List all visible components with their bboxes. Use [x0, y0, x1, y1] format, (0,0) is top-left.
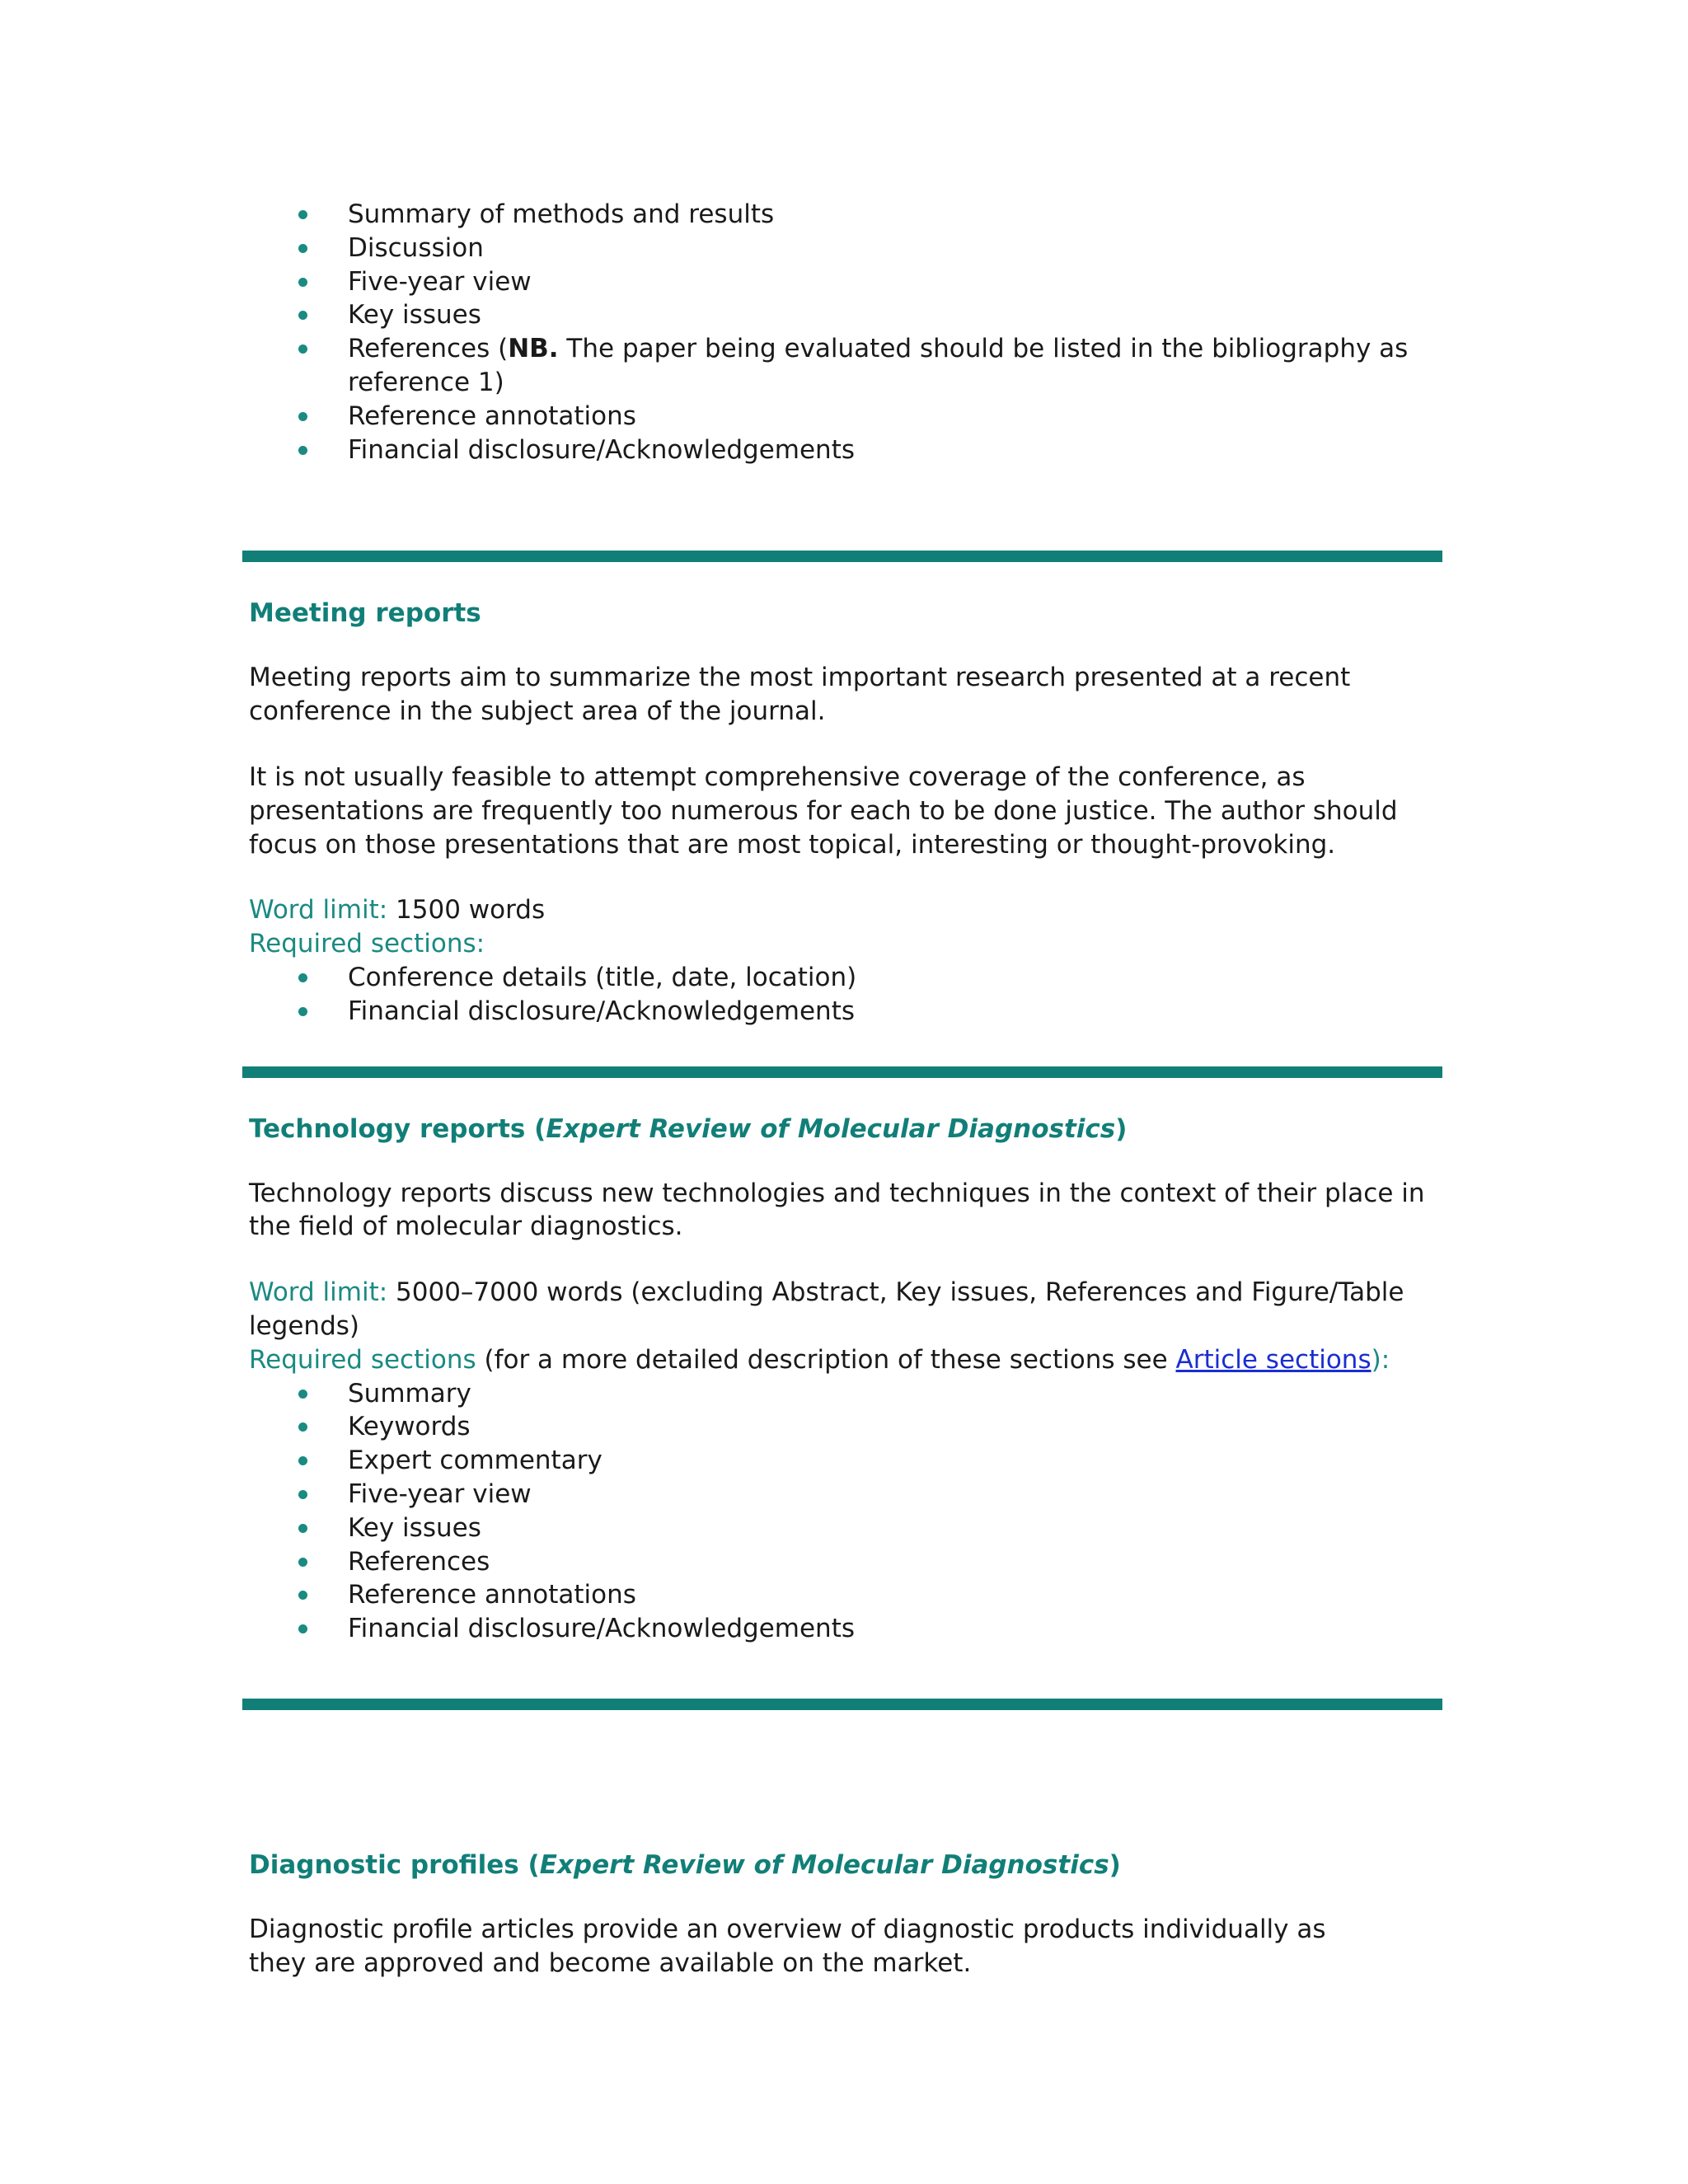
bullet-icon — [298, 1490, 307, 1499]
section-divider — [242, 1699, 1442, 1710]
word-limit-label: Word limit: — [249, 1277, 388, 1308]
list-item: Financial disclosure/Acknowledgements — [348, 995, 1442, 1029]
list-item-references: References (NB. The paper being evaluated should be listed in the bibliography as reference 1) — [348, 332, 1442, 400]
section-divider — [242, 551, 1442, 562]
bullet-icon — [298, 244, 307, 253]
meeting-reports-paragraph-2: It is not usually feasible to attempt comprehensive coverage of the conference, as presentations are frequently too numerous for each to be done justice. The author should focus on those presentations that are most topical, interesting or thought-provoking. — [249, 762, 1398, 860]
bullet-icon — [298, 1524, 307, 1533]
list-item: Summary — [348, 1377, 1442, 1411]
bullet-icon — [298, 1007, 307, 1016]
bullet-icon — [298, 446, 307, 455]
list-item: Summary of methods and results — [348, 198, 1442, 232]
bullet-icon — [298, 344, 307, 354]
section-divider — [242, 1066, 1442, 1078]
bullet-icon — [298, 210, 307, 219]
bullet-icon — [298, 278, 307, 287]
nb-label: NB. — [508, 334, 559, 364]
intro-section-list — [249, 198, 1442, 466]
bullet-icon — [298, 1422, 307, 1432]
list-item: Five-year view — [348, 265, 1442, 299]
bullet-icon — [298, 973, 307, 982]
meeting-reports-word-limit: Word limit: 1500 words — [249, 895, 546, 926]
document-page — [249, 198, 1442, 1980]
list-item: Conference details (title, date, location) — [348, 961, 1442, 995]
meeting-reports-required-label: Required sections: — [249, 929, 485, 959]
section-heading-technology-reports: Technology reports (Expert Review of Molecular Diagnostics) — [249, 1113, 1128, 1144]
bullet-icon — [298, 311, 307, 320]
bullet-icon — [298, 1624, 307, 1633]
list-item: Discussion — [348, 232, 1442, 265]
bullet-icon — [298, 1390, 307, 1399]
list-item: Financial disclosure/Acknowledgements — [348, 434, 1442, 467]
section-heading-meeting-reports: Meeting reports — [249, 598, 481, 629]
word-limit-label: Word limit: — [249, 895, 388, 926]
bullet-icon — [298, 412, 307, 421]
list-item: Key issues — [348, 298, 1442, 332]
technology-reports-word-limit: Word limit: 5000–7000 words (excluding Abstract, Key issues, References and Figure/Table legends) — [249, 1277, 1404, 1341]
bullet-icon — [298, 1558, 307, 1567]
list-item: Keywords — [348, 1410, 1442, 1444]
list-item: Reference annotations — [348, 400, 1442, 434]
list-item: References — [348, 1545, 1442, 1579]
list-item: Reference annotations — [348, 1578, 1442, 1612]
section-heading-diagnostic-profiles: Diagnostic profiles (Expert Review of Molecular Diagnostics) — [249, 1849, 1121, 1880]
bullet-icon — [298, 1591, 307, 1600]
list-item: Key issues — [348, 1511, 1442, 1545]
meeting-reports-sections-list — [249, 961, 1442, 1029]
list-item: Five-year view — [348, 1478, 1442, 1511]
technology-reports-required-sections: Required sections (for a more detailed description of these sections see Article sections): — [249, 1344, 1390, 1375]
diagnostic-profiles-paragraph-1: Diagnostic profile articles provide an overview of diagnostic products individually as they are approved and become available on the market. — [249, 1914, 1326, 1978]
list-item: Financial disclosure/Acknowledgements — [348, 1612, 1442, 1646]
list-item: Expert commentary — [348, 1444, 1442, 1478]
article-sections-link[interactable]: Article sections — [1175, 1344, 1372, 1375]
meeting-reports-paragraph-1: Meeting reports aim to summarize the most important research presented at a recent conference in the subject area of the journal. — [249, 663, 1351, 727]
technology-reports-paragraph-1: Technology reports discuss new technologies and techniques in the context of their place in the field of molecular diagnostics. — [249, 1178, 1425, 1242]
technology-reports-sections-list — [249, 1377, 1442, 1646]
bullet-icon — [298, 1456, 307, 1465]
